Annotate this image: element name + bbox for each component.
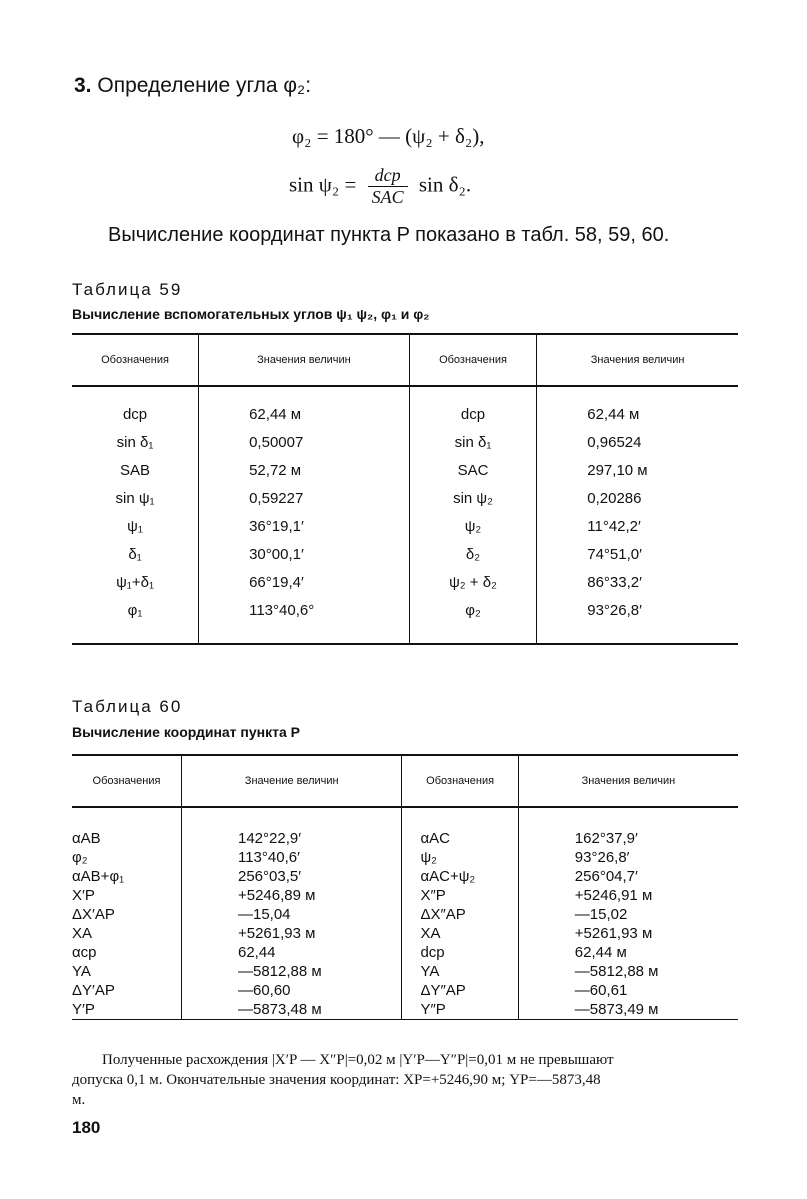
table60-symbol-cell: X″P xyxy=(402,886,518,905)
table59-value-cell: 0,20286 xyxy=(537,484,738,512)
table60-header: Обозначения xyxy=(402,755,518,807)
table59-header: Обозначения xyxy=(101,354,169,366)
table60-symbol-cell: ΔX″AP xyxy=(402,905,518,924)
table59-header: Значения величин xyxy=(537,334,738,386)
conclusion-paragraph xyxy=(72,1050,752,1110)
table59-row xyxy=(72,512,738,540)
table59-row xyxy=(72,386,738,428)
table59 xyxy=(72,333,738,645)
table60-value-cell: 113°40,6′ xyxy=(181,848,401,867)
table59-value-cell: 0,50007 xyxy=(199,428,410,456)
table60-row xyxy=(72,924,738,943)
formula-phi2: φ₂ = 180° — (ψ₂ + δ₂), xyxy=(292,124,485,148)
table59-caption: Таблица 59 xyxy=(72,280,183,299)
section-heading-text: Определение угла φ₂: xyxy=(97,74,312,97)
table60-row xyxy=(72,867,738,886)
table60-symbol-cell: ΔY″AP xyxy=(402,981,518,1000)
table59-symbol-cell: dср xyxy=(409,386,536,428)
page-number: 180 xyxy=(72,1118,101,1137)
table60-symbol-cell: αAC+ψ₂ xyxy=(402,867,518,886)
table59-symbol-cell: sin ψ₁ xyxy=(115,489,155,507)
table59-value-cell: 30°00,1′ xyxy=(199,540,410,568)
table59-row xyxy=(72,596,738,644)
table60-row xyxy=(72,848,738,867)
table60-value-cell: +5246,91 м xyxy=(518,886,738,905)
table59-value-cell: 66°19,4′ xyxy=(199,568,410,596)
table59-value-cell: 36°19,1′ xyxy=(199,512,410,540)
table59-symbol-cell: ψ₂ + δ₂ xyxy=(409,568,536,596)
table60-symbol-cell: XA xyxy=(402,924,518,943)
table60-value-cell: —15,02 xyxy=(518,905,738,924)
table60-value-cell: —5873,49 м xyxy=(518,1000,738,1020)
table60-value-cell: —5812,88 м xyxy=(518,962,738,981)
table59-symbol-cell: sin δ₁ xyxy=(409,428,536,456)
fraction-numerator: dср xyxy=(368,165,408,187)
table59-symbol-cell: φ₂ xyxy=(409,596,536,644)
table59-title: Вычисление вспомогательных углов ψ₁ ψ₂, φ₁ и φ₂ xyxy=(72,306,430,322)
table60-row xyxy=(72,886,738,905)
table60-symbol-cell: YA xyxy=(402,962,518,981)
table60-value-cell: —5873,48 м xyxy=(181,1000,401,1020)
table59-value-cell: 297,10 м xyxy=(537,456,738,484)
table60-value-cell: 62,44 м xyxy=(518,943,738,962)
table60-symbol-cell: X′P xyxy=(72,887,95,904)
table59-symbol-cell: SAB xyxy=(120,461,151,479)
table60-symbol-cell: ψ₂ xyxy=(402,848,518,867)
table59-symbol-cell: ψ₂ xyxy=(409,512,536,540)
section-number: 3. xyxy=(74,74,92,97)
table59-value-cell: 52,72 м xyxy=(199,456,410,484)
table60-value-cell: 256°03,5′ xyxy=(181,867,401,886)
table60-value-cell: 256°04,7′ xyxy=(518,867,738,886)
table60-row xyxy=(72,962,738,981)
table59-row xyxy=(72,484,738,512)
formula-left: sin ψ₂ = xyxy=(289,172,357,197)
table60-symbol-cell: αAB+φ₁ xyxy=(72,868,125,885)
table60-header: Обозначения xyxy=(92,775,161,787)
table59-symbol-cell: SAC xyxy=(409,456,536,484)
section-heading xyxy=(74,74,311,98)
table60-symbol-cell: φ₂ xyxy=(72,849,88,866)
table59-header: Значения величин xyxy=(199,334,410,386)
table59-value-cell: 93°26,8′ xyxy=(537,596,738,644)
table60-symbol-cell: αAC xyxy=(402,807,518,848)
table60-value-cell: 162°37,9′ xyxy=(518,807,738,848)
conclusion-line: Полученные расхождения |X′P — X″P|=0,02 м |Y′P—Y″P|=0,01 м не превышают xyxy=(102,1052,614,1068)
table59-symbol-cell: φ₁ xyxy=(127,601,143,619)
table60-value-cell: —5812,88 м xyxy=(181,962,401,981)
table60-header-row xyxy=(72,755,738,807)
table59-header-row xyxy=(72,334,738,386)
conclusion-line: допуска 0,1 м. Окончательные значения координат: XP=+5246,90 м; YP=—5873,48 xyxy=(72,1072,601,1088)
table60 xyxy=(72,754,738,1020)
table60-row xyxy=(72,981,738,1000)
table59-value-cell: 74°51,0′ xyxy=(537,540,738,568)
table60-symbol-cell: dср xyxy=(402,943,518,962)
table60-header: Значения величин xyxy=(518,755,738,807)
table59-row xyxy=(72,456,738,484)
table59-value-cell: 62,44 м xyxy=(537,386,738,428)
table59-value-cell: 0,59227 xyxy=(199,484,410,512)
formula-sin-psi2 xyxy=(289,165,471,208)
table59-value-cell: 62,44 м xyxy=(199,386,410,428)
table59-header: Обозначения xyxy=(409,334,536,386)
table60-symbol-cell: ΔY′AP xyxy=(72,982,115,999)
table60-row xyxy=(72,807,738,848)
table59-symbol-cell: dср xyxy=(122,405,148,423)
table59-symbol-cell: sin δ₁ xyxy=(116,433,154,451)
table59-row xyxy=(72,568,738,596)
table60-symbol-cell: ΔX′AP xyxy=(72,906,115,923)
table59-symbol-cell: ψ₁ xyxy=(127,517,143,535)
table60-title: Вычисление координат пункта P xyxy=(72,724,301,740)
table59-value-cell: 86°33,2′ xyxy=(537,568,738,596)
table59-row xyxy=(72,428,738,456)
table59-symbol-cell: δ₂ xyxy=(409,540,536,568)
table60-value-cell: —60,60 xyxy=(181,981,401,1000)
table60-header: Значение величин xyxy=(181,755,401,807)
fraction-denominator: SAC xyxy=(371,187,404,207)
table60-caption: Таблица 60 xyxy=(72,697,183,716)
table60-row xyxy=(72,905,738,924)
table59-symbol-cell: ψ₁+δ₁ xyxy=(116,573,155,591)
table60-symbol-cell: Y″P xyxy=(402,1000,518,1020)
reference-sentence: Вычисление координат пункта P показано в табл. 58, 59, 60. xyxy=(108,224,670,246)
table60-value-cell: +5246,89 м xyxy=(181,886,401,905)
table60-value-cell: 62,44 xyxy=(181,943,401,962)
table60-symbol-cell: Y′P xyxy=(72,1001,95,1018)
table60-value-cell: +5261,93 м xyxy=(518,924,738,943)
table59-symbol-cell: δ₁ xyxy=(128,545,142,563)
table60-value-cell: —60,61 xyxy=(518,981,738,1000)
conclusion-line: м. xyxy=(72,1092,86,1108)
table60-symbol-cell: YA xyxy=(72,963,91,980)
table60-row xyxy=(72,943,738,962)
table59-value-cell: 113°40,6° xyxy=(199,596,410,644)
table59-value-cell: 11°42,2′ xyxy=(537,512,738,540)
table59-value-cell: 0,96524 xyxy=(537,428,738,456)
table60-symbol-cell: αAB xyxy=(72,830,101,847)
table60-symbol-cell: XA xyxy=(72,925,93,942)
table60-symbol-cell: αср xyxy=(72,944,97,961)
table60-value-cell: —15,04 xyxy=(181,905,401,924)
formula-fraction xyxy=(368,165,408,208)
table60-row xyxy=(72,1000,738,1020)
table60-value-cell: +5261,93 м xyxy=(181,924,401,943)
formula-right: sin δ₂. xyxy=(418,172,472,197)
table59-row xyxy=(72,540,738,568)
table60-value-cell: 93°26,8′ xyxy=(518,848,738,867)
table59-symbol-cell: sin ψ₂ xyxy=(409,484,536,512)
table60-value-cell: 142°22,9′ xyxy=(181,807,401,848)
